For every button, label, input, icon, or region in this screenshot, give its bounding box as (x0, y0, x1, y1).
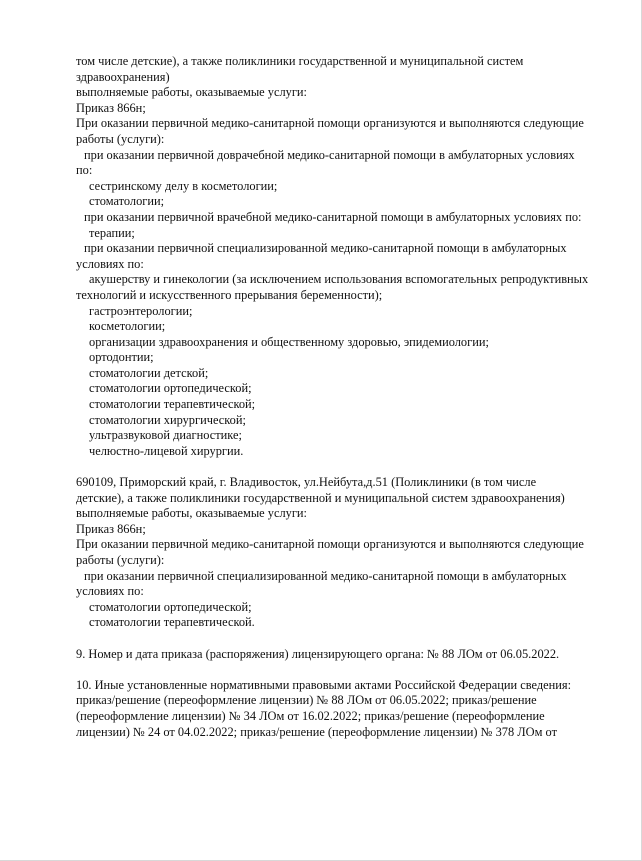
document-body (76, 54, 616, 740)
text-line: по: (76, 163, 93, 178)
text-line: стоматологии детской; (89, 365, 209, 380)
text-line: При оказании первичной медико-санитарной помощи организуются и выполняются следующие (76, 116, 584, 131)
text-line: условиях по: (76, 584, 144, 599)
text-line: лицензии) № 24 от 04.02.2022; приказ/решение (переоформление лицензии) № 378 ЛОм от (76, 724, 557, 739)
text-line: стоматологии терапевтической. (89, 615, 255, 630)
text-line: сестринскому делу в косметологии; (89, 178, 278, 193)
text-line: стоматологии хирургической; (89, 412, 246, 427)
other-info-section (76, 678, 616, 740)
text-line: работы (услуги): (76, 131, 165, 146)
text-line: 690109, Приморский край, г. Владивосток, ул.Нейбута,д.51 (Поликлиники (в том числе (76, 475, 537, 490)
paragraph-gap (76, 631, 616, 647)
text-line: ортодонтии; (89, 350, 154, 365)
text-line: детские), а также поликлиники государственной и муниципальной систем здравоохранения) (76, 490, 565, 505)
text-line: при оказании первичной специализированной медико-санитарной помощи в амбулаторных (84, 568, 567, 583)
text-line: приказ/решение (переоформление лицензии) № 88 ЛОм от 06.05.2022; приказ/решение (76, 693, 537, 708)
text-line: выполняемые работы, оказываемые услуги: (76, 85, 308, 100)
text-line: работы (услуги): (76, 553, 165, 567)
text-line: стоматологии терапевтической; (89, 397, 256, 412)
text-line: ультразвуковой диагностике; (89, 428, 242, 443)
text-line: стоматологии ортопедической; (89, 599, 252, 614)
text-line: 9. Номер и дата приказа (распоряжения) лицензирующего органа: № 88 ЛОм от 06.05.2022. (76, 646, 560, 661)
text-line: Приказ 866н; (76, 521, 146, 536)
text-line: При оказании первичной медико-санитарной помощи организуются и выполняются следующие (76, 537, 584, 552)
text-line: технологий и искусственного прерывания беременности); (76, 287, 383, 302)
paragraph-gap (76, 459, 616, 475)
text-line: челюстно-лицевой хирургии. (89, 443, 244, 458)
text-line: при оказании первичной специализированной медико-санитарной помощи в амбулаторных (84, 241, 567, 256)
text-line: (переоформление лицензии) № 34 ЛОм от 16.02.2022; приказ/решение (переоформление (76, 708, 545, 723)
text-line: том числе детские), а также поликлиники государственной и муниципальной систем (76, 54, 524, 68)
text-line: здравоохранения) (76, 69, 170, 84)
text-line: акушерству и гинекологии (за исключением использования вспомогательных репродуктивных (89, 272, 589, 287)
text-line: при оказании первичной врачебной медико-санитарной помощи в амбулаторных условиях по: (84, 209, 582, 224)
text-line: Приказ 866н; (76, 100, 146, 115)
text-line: терапии; (89, 225, 135, 240)
text-line: гастроэнтерологии; (89, 303, 193, 318)
text-line: стоматологии; (89, 194, 165, 209)
order-number-section (76, 647, 616, 663)
text-line: условиях по: (76, 256, 144, 271)
text-line: выполняемые работы, оказываемые услуги: (76, 506, 308, 521)
text-line: при оказании первичной доврачебной медико-санитарной помощи в амбулаторных условиях (84, 147, 575, 162)
services-block-2 (76, 475, 616, 631)
text-line: стоматологии ортопедической; (89, 381, 252, 396)
text-line: организации здравоохранения и общественному здоровью, эпидемиологии; (89, 334, 489, 349)
services-block-1 (76, 54, 616, 459)
paragraph-gap (76, 662, 616, 678)
text-line: косметологии; (89, 319, 166, 334)
text-line: 10. Иные установленные нормативными правовыми актами Российской Федерации сведения: (76, 677, 572, 692)
